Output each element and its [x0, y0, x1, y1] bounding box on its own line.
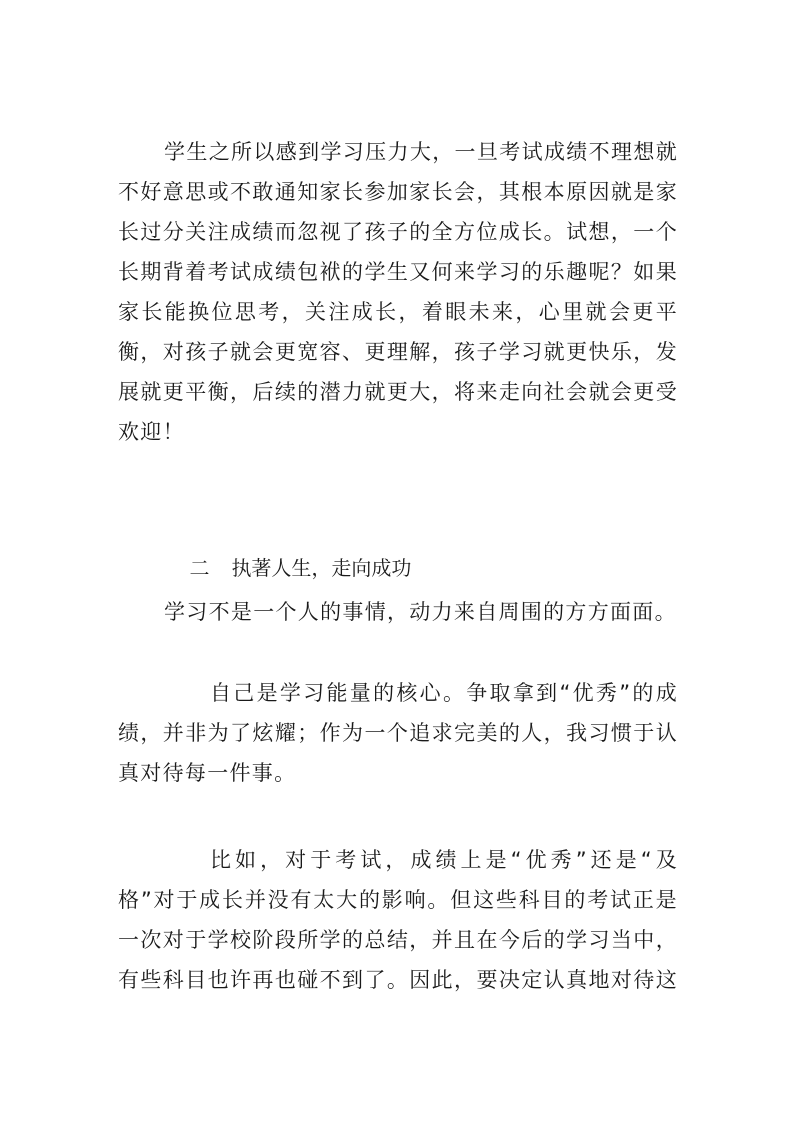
paragraph-line: 不好意思或不敢通知家长参加家长会，其根本原因就是家 — [118, 180, 678, 204]
section-number: 二 — [189, 556, 210, 580]
paragraph-line: 学生之所以感到学习压力大，一旦考试成绩不理想就 — [164, 140, 678, 164]
section-title: 执著人生，走向成功 — [231, 556, 412, 580]
paragraph-line: 欢迎！ — [118, 420, 185, 444]
paragraph-line: 学习不是一个人的事情，动力来自周围的方方面面。 — [164, 600, 677, 624]
paragraph-line: 有些科目也许再也碰不到了。因此，要决定认真地对待这 — [118, 968, 678, 992]
paragraph-line: 自己是学习能量的核心。争取拿到“优秀”的成 — [210, 681, 678, 705]
paragraph-line: 家长能换位思考，关注成长，着眼未来，心里就会更平 — [118, 300, 678, 324]
paragraph-line: 真对待每一件事。 — [118, 761, 297, 785]
section-heading — [164, 508, 412, 580]
paragraph-line: 比如，对于考试，成绩上是“优秀”还是“及 — [210, 848, 678, 872]
paragraph-line: 格”对于成长并没有太大的影响。但这些科目的考试正是 — [118, 888, 678, 912]
paragraph-line: 展就更平衡，后续的潜力就更大，将来走向社会就会更受 — [118, 380, 678, 404]
paragraph-line: 长期背着考试成绩包袱的学生又何来学习的乐趣呢？如果 — [118, 260, 678, 284]
paragraph-line: 长过分关注成绩而忽视了孩子的全方位成长。试想，一个 — [118, 220, 678, 244]
paragraph-line: 衡，对孩子就会更宽容、更理解，孩子学习就更快乐，发 — [118, 340, 678, 364]
paragraph-line: 一次对于学校阶段所学的总结，并且在今后的学习当中， — [118, 928, 678, 952]
paragraph-line: 绩，并非为了炫耀；作为一个追求完美的人，我习惯于认 — [118, 721, 678, 745]
